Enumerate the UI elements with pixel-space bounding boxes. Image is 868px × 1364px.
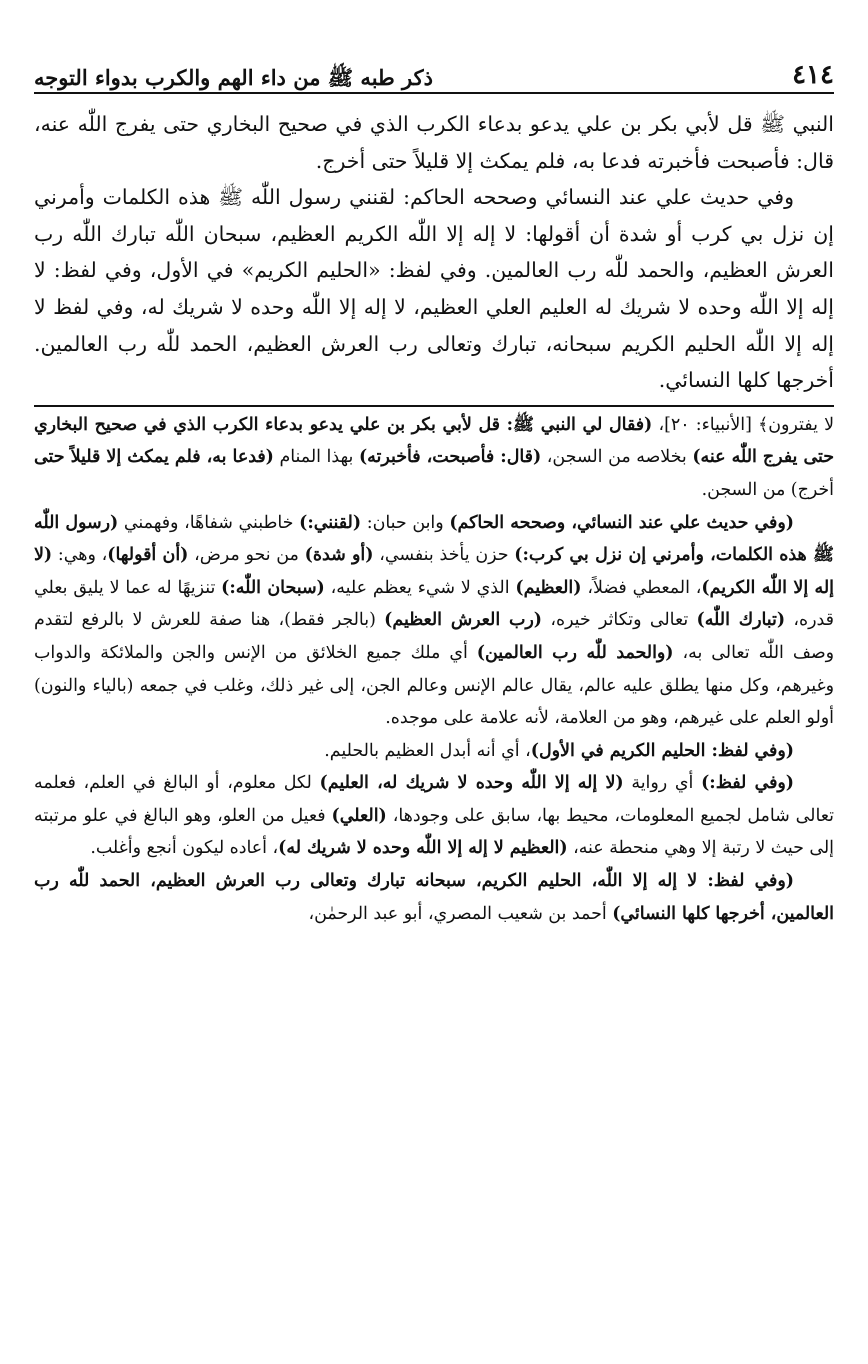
page-header <box>34 48 834 94</box>
commentary-span: لكل معلوم، أو البالغ في العلم، فعلمه تعالى شامل لجميع المعلومات، محيط بها، سابق على وجودها، <box>34 773 834 826</box>
commentary-quote: (فدعا به، فلم يمكث إلا قليلاً حتى <box>34 447 274 468</box>
commentary-paragraph <box>34 735 834 768</box>
commentary-span: ، وهي: <box>52 545 108 566</box>
commentary-quote: (لا إله إلا اللّٰه الكريم) <box>34 545 834 598</box>
commentary-quote: (رب العرش العظيم) <box>384 610 543 631</box>
commentary-quote: (وفي حديث علي عند النسائي، وصححه الحاكم) <box>449 512 794 533</box>
commentary-span: بخلاصه من السجن، <box>541 447 693 468</box>
commentary-quote: (وفي لفظ: الحليم الكريم في الأول) <box>530 740 794 761</box>
commentary-quote: (وفي لفظ:) <box>701 773 795 794</box>
commentary-span: فعيل من العلو، وهو البالغ في علو مرتبته إلى حيث لا رتبة إلا وهي منحطة عنه، <box>34 805 834 859</box>
commentary-span: أي رواية <box>623 773 702 794</box>
commentary-quote: (رسول اللّٰه ﷺ هذه الكلمات، وأمرني إن نزل بي كرب:) <box>34 512 835 566</box>
footnote-divider <box>34 405 834 407</box>
commentary-quote: (العظيم) <box>515 577 582 598</box>
main-paragraph: وفي حديث علي عند النسائي وصححه الحاكم: لقنني رسول اللّٰه ﷺ هذه الكلمات وأمرني إن نزل بي كرب أو شدة أن أقولها: لا إله إلا اللّٰه الكريم العظيم، سبحان اللّٰه تبارك اللّٰه رب العرش العظيم، والحمد للّٰه رب العالمين. وفي لفظ: «الحليم الكريم» في الأول، وفي لفظ: لا إله إلا اللّٰه وحده لا شريك له العليم العلي العظيم، لا إله إلا اللّٰه وحده لا شريك له، وفي لفظ لا إله إلا اللّٰه الحليم الكريم سبحانه، تبارك وتعالى رب العرش العظيم، الحمد للّٰه رب العالمين. أخرجها كلها النسائي. <box>34 185 834 393</box>
commentary-quote: (قال: فأصبحت، فأخبرته) <box>358 447 542 468</box>
running-title: ذكر طبه ﷺ من داء الهم والكرب بدواء التوجه <box>34 65 433 90</box>
commentary-span: ، أعاده ليكون أنجع وأغلب. <box>90 838 279 859</box>
main-text <box>34 106 834 399</box>
book-page <box>34 48 834 930</box>
main-paragraph: النبي ﷺ قل لأبي بكر بن علي يدعو بدعاء الكرب الذي في صحيح البخاري حتى يفرج اللّٰه عنه، قال: فأصبحت فأخبرته فدعا به، فلم يمكث إلا قليلاً حتى أخرج. <box>34 112 834 173</box>
commentary-span: خاطبني شفاهًا، وفهمني <box>118 512 300 533</box>
commentary-span: بهذا المنام <box>273 447 359 468</box>
commentary-span: (بالجر فقط)، هنا صفة للعرش لا بالرفع لتقدم وصف اللّٰه تعالى به، <box>34 610 834 663</box>
commentary-paragraph <box>34 767 834 865</box>
commentary-span: وابن حبان: <box>361 512 450 533</box>
commentary-quote: (فقال لي النبي ﷺ: قل لأبي بكر بن علي يدعو بدعاء الكرب الذي في صحيح البخاري حتى يفرج اللّٰه عنه) <box>34 414 834 468</box>
commentary-span: ، أي أنه أبدل العظيم بالحليم. <box>324 740 531 761</box>
commentary-span: الذي لا شيء يعظم عليه، <box>324 577 516 598</box>
commentary-quote: (لقنني:) <box>299 512 362 533</box>
commentary-quote: (سبحان اللّٰه:) <box>221 577 325 598</box>
commentary-span: لا يفترون﴾ [الأنبياء: ٢٠]، <box>652 414 834 435</box>
commentary-span: أحمد بن شعيب المصري، أبو عبد الرحمٰن، <box>308 903 613 924</box>
commentary-span: ، المعطي فضلاً، <box>581 577 702 598</box>
commentary-span: حزن يأخذ بنفسي، <box>373 545 515 566</box>
page-number: ٤١٤ <box>792 60 834 90</box>
commentary-paragraph <box>34 409 834 507</box>
commentary-quote: (تبارك اللّٰه) <box>696 610 786 631</box>
commentary-quote: (لا إله إلا اللّٰه وحده لا شريك له، العليم) <box>319 773 624 794</box>
commentary-text <box>34 409 834 931</box>
commentary-quote: (وفي لفظ: لا إله إلا اللّٰه، الحليم الكريم، سبحانه تبارك وتعالى رب العرش العظيم، الحمد للّٰه رب العالمين، أخرجها كلها النسائي) <box>34 871 834 924</box>
commentary-quote: (أو شدة) <box>304 545 374 566</box>
commentary-paragraph <box>34 865 834 930</box>
commentary-span: أي ملك جميع الخلائق من الإنس والجن والملائكة والدواب وغيرهم، وكل منها يطلق عليه عالم، يقال عالم الإنس وعالم الجن، إلى غير ذلك، وغلب في جمعه (بالياء والنون) أولو العلم على غيرهم، وهو من العلامة، لأنه علامة على موجده. <box>34 642 834 729</box>
commentary-quote: (العظيم لا إله إلا اللّٰه وحده لا شريك له) <box>278 838 568 859</box>
commentary-span: تنزيهًا له عما لا يليق بعلي قدره، <box>34 577 834 631</box>
commentary-span: أخرج) من السجن. <box>701 479 834 500</box>
commentary-span: من نحو مرض، <box>188 545 305 566</box>
commentary-quote: (والحمد للّٰه رب العالمين) <box>476 642 674 663</box>
commentary-quote: (العلي) <box>331 805 387 826</box>
commentary-quote: (أن أقولها) <box>107 545 189 566</box>
commentary-paragraph <box>34 507 834 735</box>
commentary-span: تعالى وتكاثر خيره، <box>542 610 697 631</box>
